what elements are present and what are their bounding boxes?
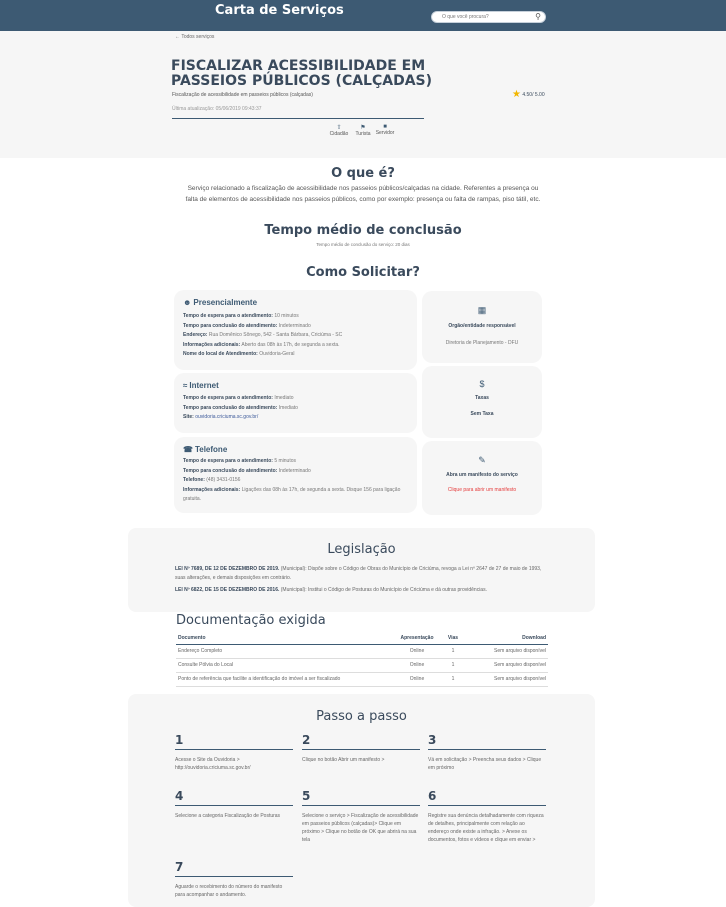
card-presencial-head: ☻ Presencialmente xyxy=(183,298,258,307)
step-4: 4 Selecione a categoria Fiscalização de Posturas xyxy=(175,789,293,820)
rating: ★ 4.50/ 5.00 xyxy=(512,89,545,100)
manifesto-title: Abra um manifesto do serviço xyxy=(446,472,518,478)
table-row: Ponto de referência que facilite a identificação do imóvel a ser fiscalizado Online 1 Sem arquivo disponível xyxy=(176,672,548,686)
top-bar xyxy=(0,0,726,31)
brand-title[interactable]: Carta de Serviços xyxy=(215,3,344,18)
card-telefone-rows: Tempo de espera para o atendimento: 5 minutos Tempo para conclusão do atendimento: Indeterminado Telefone: (48) 3431-0156 Informações adicionais: Ligações das 08h às 17h, de segunda a sexta. Disque 156 para ligação gratuita. xyxy=(183,458,401,502)
site-link[interactable]: ouvidoria.criciuma.sc.gov.br/ xyxy=(195,414,259,420)
card-manifesto xyxy=(422,441,542,515)
last-updated: Última atualização: 05/06/2019 09:43:37 xyxy=(172,106,262,112)
search-icon[interactable]: ⚲ xyxy=(535,12,541,21)
user-edit-icon: ✎ xyxy=(478,455,486,465)
card-presencial-rows: Tempo de espera para o atendimento: 10 minutos Tempo para conclusão do atendimento: Indeterminado Endereço: Rua Domênico Sônego, 542 - Santa Bárbara, Criciúma - SC Informações adicionais: Aberto das 08h às 17h, de segunda a sexta. Nome do local de Atendimento: Ouvidoria-Geral xyxy=(183,313,343,357)
card-orgao xyxy=(422,291,542,363)
table-header xyxy=(176,632,548,644)
card-telefone xyxy=(174,437,417,513)
law-item-1[interactable]: LEI Nº 7689, DE 12 DE DEZEMBRO DE 2019. (Municipal): Dispõe sobre o Código de Obras do Município de Criciúma, revoga a Lei nº 2647 de 27 de maio de 1993, suas alterações, e demais disposições em contrário. xyxy=(175,566,542,581)
card-telefone-head: ☎ Telefone xyxy=(183,445,228,454)
about-title: O que é? xyxy=(331,166,395,181)
step-2: 2 Clique no botão Abrir um manifesto > xyxy=(302,733,420,764)
documentacao-title: Documentação exigida xyxy=(176,613,326,628)
audience-servidor: ■ Servidor xyxy=(373,124,397,136)
step-1: 1 Acesse o Site da Ouvidoria > http://ouvidoria.criciuma.sc.gov.br/ xyxy=(175,733,293,772)
back-link[interactable]: ← Todos serviços xyxy=(175,34,215,40)
building-icon: ▦ xyxy=(477,305,487,315)
truck-icon: ■ xyxy=(383,124,387,130)
table-row: Endereço Completo Online 1 Sem arquivo disponível xyxy=(176,644,548,658)
card-internet-head: ≈ Internet xyxy=(183,381,219,390)
col-apresentacao: Apresentação xyxy=(388,632,446,644)
solicitar-title: Como Solicitar? xyxy=(306,265,420,280)
page-subtitle: Fiscalização de acessibilidade em passeios públicos (calçadas) xyxy=(172,92,313,98)
star-icon: ★ xyxy=(512,89,521,100)
tempo-title: Tempo médio de conclusão xyxy=(264,223,462,238)
step-6: 6 Registre sua denúncia detalhadamente com riqueza de detalhes, principalmente com relação ao endereço onde existe a infração. > Anexe os documentos, fotos e vídeos e clique em enviar > xyxy=(428,789,546,844)
dollar-icon: $ xyxy=(479,379,485,389)
phone-icon: ☎ xyxy=(183,445,193,454)
taxas-value: Sem Taxa xyxy=(470,411,494,417)
tempo-text: Tempo médio de conclusão do serviço: 20 dias xyxy=(316,242,410,247)
passos-title: Passo a passo xyxy=(316,709,407,724)
step-5: 5 Selecione o serviço > Fiscalização de acessibilidade em passeios públicos (calçadas)> Clique em próximo > Clique no botão de OK que abrirá na sua tela xyxy=(302,789,419,843)
law-item-2[interactable]: LEI Nº 6822, DE 15 DE DEZEMBRO DE 2016. (Municipal): Institui o Código de Posturas do Município de Criciúma e dá outras providências. xyxy=(175,587,487,593)
table-row: Consulte Pólvia do Local Online 1 Sem arquivo disponível xyxy=(176,658,548,672)
col-documento: Documento xyxy=(176,632,388,644)
search-placeholder: O que você procura? xyxy=(442,14,489,20)
flag-icon: ⚑ xyxy=(360,125,366,131)
card-internet xyxy=(174,373,417,433)
card-taxas xyxy=(422,366,542,438)
service-hero xyxy=(0,31,726,158)
legislacao-panel xyxy=(128,528,595,612)
audience-cidadao: ⇧ Cidadão xyxy=(327,124,351,137)
step-3: 3 Vá em solicitação > Preencha seus dados > Clique em próximo xyxy=(428,733,546,772)
divider xyxy=(172,118,424,119)
audience-turista: ⚑ Turista xyxy=(351,124,375,137)
documents-table xyxy=(176,632,548,687)
taxas-title: Taxas xyxy=(475,395,489,401)
page-title: FISCALIZAR ACESSIBILIDADE EM PASSEIOS PÚBLICOS (CALÇADAS) xyxy=(171,58,433,89)
manifesto-link[interactable]: Clique para abrir um manifesto xyxy=(447,487,517,493)
wifi-icon: ≈ xyxy=(183,381,188,390)
person-icon: ⇧ xyxy=(336,125,342,131)
step-7: 7 Aguarde o recebimento do número do manifesto para acompanhar o andamento. xyxy=(175,860,293,899)
about-text: Serviço relacionado a fiscalização de acessibilidade nos passeios públicos/calçadas na cidade. Referentes a presença ou falta de elementos de acessibilidade nos passeios públicos, como por exemplo: presença ou falta de rampas, piso tátil, etc. xyxy=(185,185,541,203)
card-presencial xyxy=(174,290,417,370)
legislacao-title: Legislação xyxy=(327,542,396,557)
card-internet-rows: Tempo de espera para o atendimento: Imediato Tempo para conclusão do atendimento: Imediato Site: ouvidoria.criciuma.sc.gov.br/ xyxy=(183,395,298,420)
col-download: Download xyxy=(460,632,548,644)
col-vias: Vias xyxy=(446,632,460,644)
users-icon: ☻ xyxy=(183,298,192,307)
orgao-title: Orgão/entidade responsável xyxy=(448,323,516,329)
orgao-value: Diretoria de Planejamento - DFU xyxy=(445,340,519,346)
search-input[interactable] xyxy=(431,11,546,23)
arrow-left-icon: ← xyxy=(175,34,180,40)
